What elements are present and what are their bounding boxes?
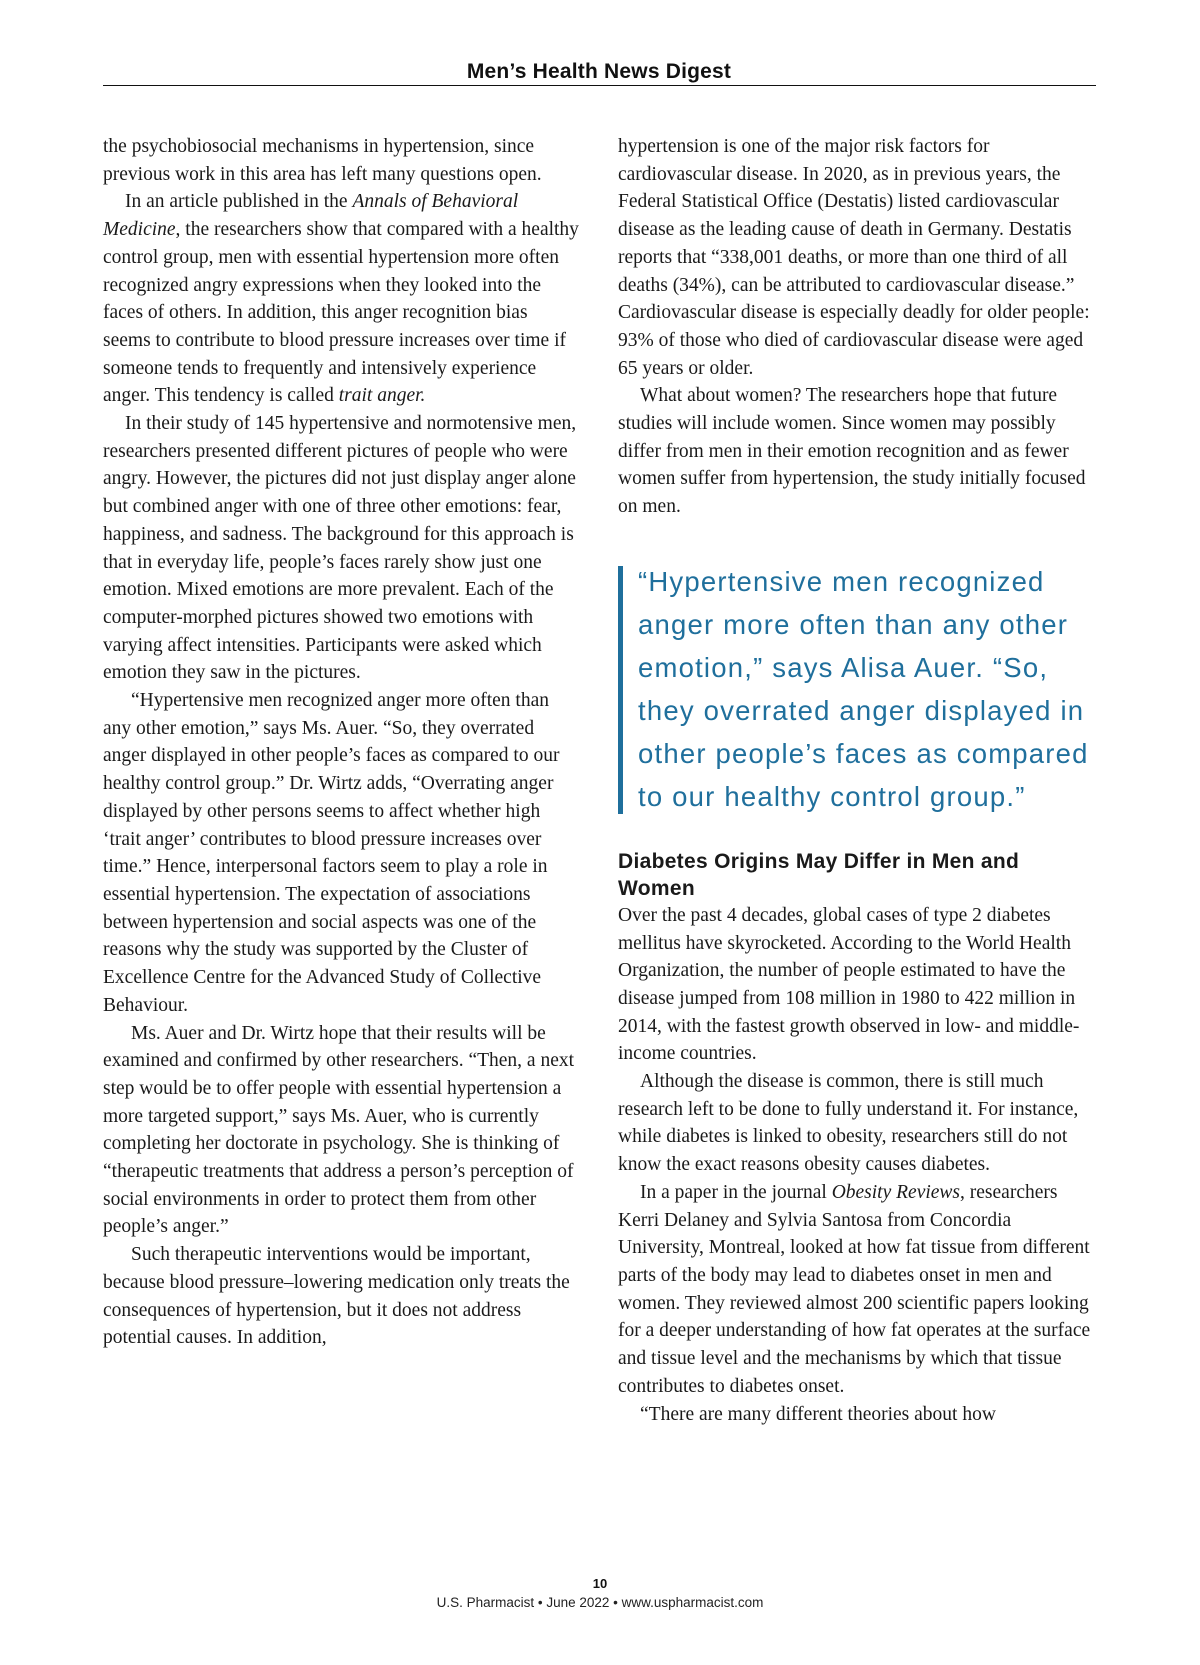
journal-title: Annals of Behavioral Medicine: [103, 191, 519, 241]
left-paragraph-4: “Hypertensive men recognized anger more often than any other emotion,” says Ms. Auer. “So, they overrated anger displayed in other people’s faces as compared to our healthy control group.” Dr. Wirtz adds, “Overrating anger displayed by other persons seems to affect whether high ‘trait anger’ contributes to blood pressure increases over time.” Hence, interpersonal factors seem to play a role in essential hypertension. The expectation of associations between hypertension and social aspects was one of the reasons why the study was supported by the Cluster of Excellence Centre for the Advanced Study of Collective Behaviour.: [103, 690, 560, 1016]
left-column: [103, 133, 579, 1352]
pull-quote: [618, 560, 1096, 818]
page-number: 10: [592, 1576, 608, 1591]
right-paragraph-3: Over the past 4 decades, global cases of type 2 diabetes mellitus have skyrocketed. According to the World Health Organization, the number of people estimated to have the disease jumped from 108 million in 1980 to 422 million in 2014, with the fastest growth observed in low- and middle-income countries.: [618, 904, 1080, 1065]
pull-quote-text: “Hypertensive men recognized anger more often than any other emotion,” says Alisa Auer. “So, they overrated anger displayed in other people’s faces as compared to our healthy control group.”: [638, 565, 1089, 812]
journal-title-obesity-reviews: Obesity Reviews: [831, 1181, 961, 1203]
left-paragraph-1: the psychobiosocial mechanisms in hypertension, since previous work in this area has left many questions open.: [103, 136, 542, 185]
left-paragraph-3: In their study of 145 hypertensive and normotensive men, researchers presented different pictures of people who were angry. However, the pictures did not just display anger alone but combined anger with one of three other emotions: fear, happiness, and sadness. The background for this approach is that in everyday life, people’s faces rarely show just one emotion. Mixed emotions are more prevalent. Each of the computer-morphed pictures showed two emotions with varying affect intensities. Participants were asked which emotion they saw in the pictures.: [103, 413, 577, 684]
term-trait-anger: trait anger.: [338, 385, 426, 407]
right-column: [618, 133, 1096, 1428]
pull-quote-bar: [618, 566, 623, 814]
right-paragraph-1: hypertension is one of the major risk factors for cardiovascular disease. In 2020, as in previous years, the Federal Statistical Office (Destatis) listed cardiovascular disease as the leading cause of death in Germany. Destatis reports that “338,001 deaths, or more than one third of all deaths (34%), can be attributed to cardiovascular disease.” Cardiovascular disease is especially deadly for older people: 93% of those who died of cardiovascular disease were aged 65 years or older.: [618, 136, 1090, 379]
right-paragraph-6: “There are many different theories about how: [640, 1403, 996, 1425]
section-subhead: Diabetes Origins May Differ in Men and Women: [618, 849, 1020, 900]
right-paragraph-2: What about women? The researchers hope that future studies will include women. Since women may possibly differ from men in their emotion recognition and as fewer women suffer from hypertension, the study initially focused on men.: [618, 385, 1086, 518]
left-paragraph-2: In an article published in the Annals of Behavioral Medicine, the researchers show that compared with a healthy control group, men with essential hypertension more often recognized angry expressions when they looked into the faces of others. In addition, this anger recognition bias seems to contribute to blood pressure increases over time if someone tends to frequently and intensively experience anger. This tendency is called trait anger.: [103, 191, 579, 407]
footer-publication: U.S. Pharmacist • June 2022 • www.uspharmacist.com: [436, 1595, 764, 1610]
running-header-title: Men’s Health News Digest: [466, 60, 732, 83]
right-paragraph-4: Although the disease is common, there is still much research left to be done to fully understand it. For instance, while diabetes is linked to obesity, researchers still do not know the exact reasons obesity causes diabetes.: [618, 1071, 1079, 1176]
left-paragraph-6: Such therapeutic interventions would be important, because blood pressure–lowering medication only treats the consequences of hypertension, but it does not address potential causes. In addition,: [103, 1244, 570, 1349]
left-paragraph-5: Ms. Auer and Dr. Wirtz hope that their results will be examined and confirmed by other researchers. “Then, a next step would be to offer people with essential hypertension a more targeted support,” says Ms. Auer, who is currently completing her doctorate in psychology. She is thinking of “therapeutic treatments that address a person’s perception of social environments in order to protect them from other people’s anger.”: [103, 1022, 575, 1238]
header-rule: [103, 85, 1096, 86]
right-paragraph-5: In a paper in the journal Obesity Reviews, researchers Kerri Delaney and Sylvia Santosa from Concordia University, Montreal, looked at how fat tissue from different parts of the body may lead to diabetes onset in men and women. They reviewed almost 200 scientific papers looking for a deeper understanding of how fat operates at the surface and tissue level and the mechanisms by which that tissue contributes to diabetes onset.: [618, 1181, 1091, 1397]
